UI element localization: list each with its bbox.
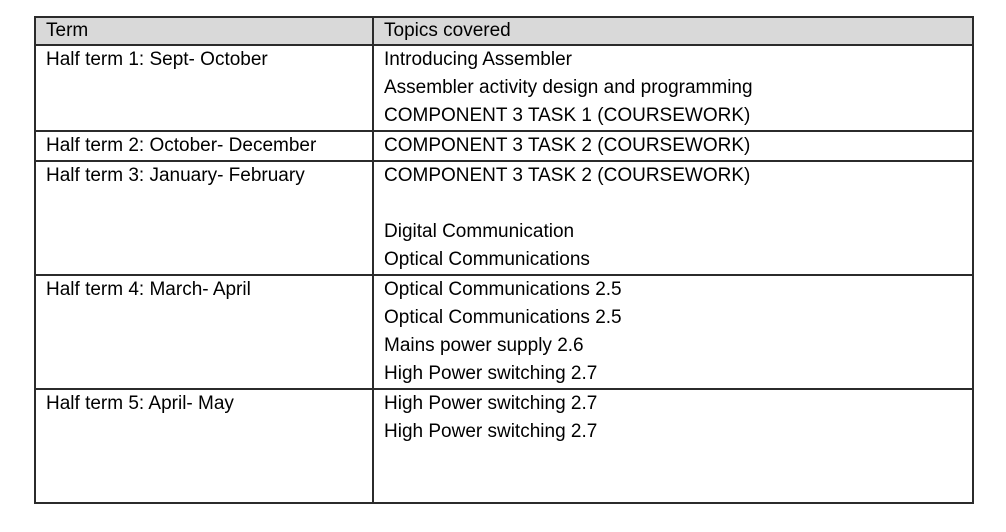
topic-item: Mains power supply 2.6 <box>384 335 584 356</box>
topics-cell <box>373 131 973 161</box>
topic-item: Assembler activity design and programming <box>384 77 753 98</box>
table-row <box>35 275 973 389</box>
table-row <box>35 161 973 275</box>
term-cell: Half term 2: October- December <box>35 131 373 161</box>
term-schedule-table <box>34 16 974 504</box>
topic-item: Optical Communications 2.5 <box>384 307 622 328</box>
topic-item: Introducing Assembler <box>384 49 572 70</box>
term-cell: Half term 1: Sept- October <box>35 45 373 131</box>
topics-cell <box>373 161 973 275</box>
term-cell: Half term 5: April- May <box>35 389 373 503</box>
topic-item: High Power switching 2.7 <box>384 363 598 384</box>
topics-cell <box>373 45 973 131</box>
topic-item: COMPONENT 3 TASK 2 (COURSEWORK) <box>384 165 751 186</box>
table-row <box>35 45 973 131</box>
topics-cell <box>373 389 973 503</box>
header-row <box>35 17 973 45</box>
topic-item: High Power switching 2.7 <box>384 393 598 414</box>
topics-cell <box>373 275 973 389</box>
table-row <box>35 131 973 161</box>
header-topics: Topics covered <box>373 17 973 45</box>
topic-item: Optical Communications 2.5 <box>384 279 622 300</box>
term-cell: Half term 3: January- February <box>35 161 373 275</box>
table-row <box>35 389 973 503</box>
topic-item: Digital Communication <box>384 221 575 242</box>
topic-item: COMPONENT 3 TASK 1 (COURSEWORK) <box>384 105 751 126</box>
term-cell: Half term 4: March- April <box>35 275 373 389</box>
topic-item: COMPONENT 3 TASK 2 (COURSEWORK) <box>384 135 751 156</box>
topic-item: Optical Communications <box>384 249 590 270</box>
header-term: Term <box>35 17 373 45</box>
topic-spacer <box>384 190 962 218</box>
topic-item: High Power switching 2.7 <box>384 421 598 442</box>
